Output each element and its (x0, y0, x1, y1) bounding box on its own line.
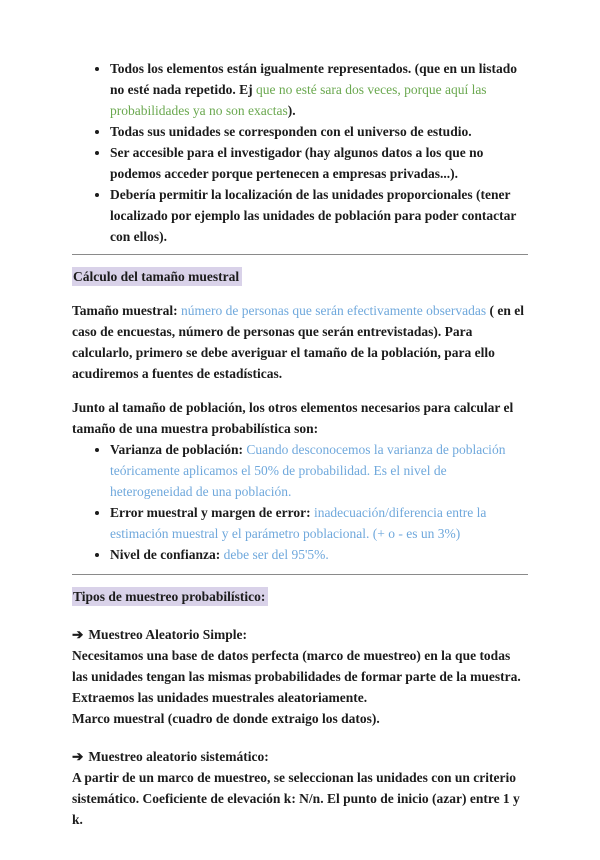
arrow-icon: ➔ (72, 627, 84, 642)
section-divider (72, 574, 528, 575)
section-heading-calculo-tamano-muestral (72, 266, 528, 287)
bullet-detail-blue: debe ser del 95'5%. (223, 547, 329, 562)
subsection-muestreo-aleatorio-simple (72, 624, 528, 729)
section-heading-tipos-muestreo (72, 586, 528, 607)
list-item (110, 142, 528, 184)
sampling-frame-requirements-list (72, 58, 528, 247)
subsection-title: Muestreo aleatorio sistemático: (88, 749, 269, 764)
bullet-text: Todos los elementos están igualmente representados. (que en un listado no esté nada repetido. Ej (110, 61, 518, 97)
paragraph-elementos-necesarios: Junto al tamaño de población, los otros elementos necesarios para calcular el tamaño de una muestra probabilística son: (72, 400, 514, 436)
bullet-lead: Varianza de población: (110, 442, 247, 457)
bullet-detail-blue: Cuando desconocemos la varianza de población teóricamente aplicamos el 50% de probabilidad. Es el nivel de heterogeneidad de una población. (110, 442, 506, 499)
list-item (110, 58, 528, 121)
arrow-icon: ➔ (72, 749, 84, 764)
bullet-lead: Nivel de confianza: (110, 547, 224, 562)
bullet-text: Todas sus unidades se corresponden con el universo de estudio. (110, 124, 472, 139)
subsection-line: Extraemos las unidades muestrales aleatoriamente. (72, 690, 368, 705)
bullet-text: Debería permitir la localización de las unidades proporcionales (tener localizado por ejemplo las unidades de población para poder contactar con ellos). (110, 187, 517, 244)
subsection-title-row (72, 624, 528, 645)
subsection-title: Muestreo Aleatorio Simple: (88, 627, 248, 642)
subsection-muestreo-aleatorio-sistematico (72, 746, 528, 830)
heading-highlight: Cálculo del tamaño muestral (72, 267, 242, 286)
bullet-text-green: que no esté sara dos veces, porque aquí las probabilidades ya no son exactas (110, 82, 487, 118)
section-divider (72, 254, 528, 255)
subsection-line: Marco muestral (cuadro de donde extraigo los datos). (72, 711, 380, 726)
list-item-nivel-confianza (110, 544, 528, 565)
subsection-line: Necesitamos una base de datos perfecta (marco de muestreo) en la que todas las unidades tengan las mismas probabilidades de formar parte de la muestra. (72, 648, 521, 684)
sample-size-elements-list (72, 439, 528, 565)
list-item-error-muestral (110, 502, 528, 544)
bullet-detail-blue: inadecuación/diferencia entre la estimación muestral y el parámetro poblacional. (+ o - es un 3%) (110, 505, 487, 541)
list-item (110, 121, 528, 142)
list-item (110, 184, 528, 247)
list-item-varianza (110, 439, 528, 502)
paragraph-text: ( en el caso de encuestas, número de personas que serán entrevistadas). Para calcularlo, primero se debe averiguar el tamaño de la población, para ello acudiremos a fuentes de estadísticas. (72, 303, 525, 381)
paragraph-tamano-muestral (72, 300, 528, 384)
subsection-line: A partir de un marco de muestreo, se seleccionan las unidades con un criterio sistemático. Coeficiente de elevación k: N/n. El punto de inicio (azar) entre 1 y k. (72, 770, 520, 827)
subsection-title-row (72, 746, 528, 767)
bullet-text: ). (287, 103, 296, 118)
paragraph-text-blue: número de personas que serán efectivamente observadas (181, 303, 490, 318)
paragraph-text: Tamaño muestral: (72, 303, 182, 318)
bullet-lead: Error muestral y margen de error: (110, 505, 314, 520)
heading-highlight: Tipos de muestreo probabilístico: (72, 587, 268, 606)
bullet-text: Ser accesible para el investigador (hay algunos datos a los que no podemos acceder porque pertenecen a empresas privadas...). (110, 145, 484, 181)
